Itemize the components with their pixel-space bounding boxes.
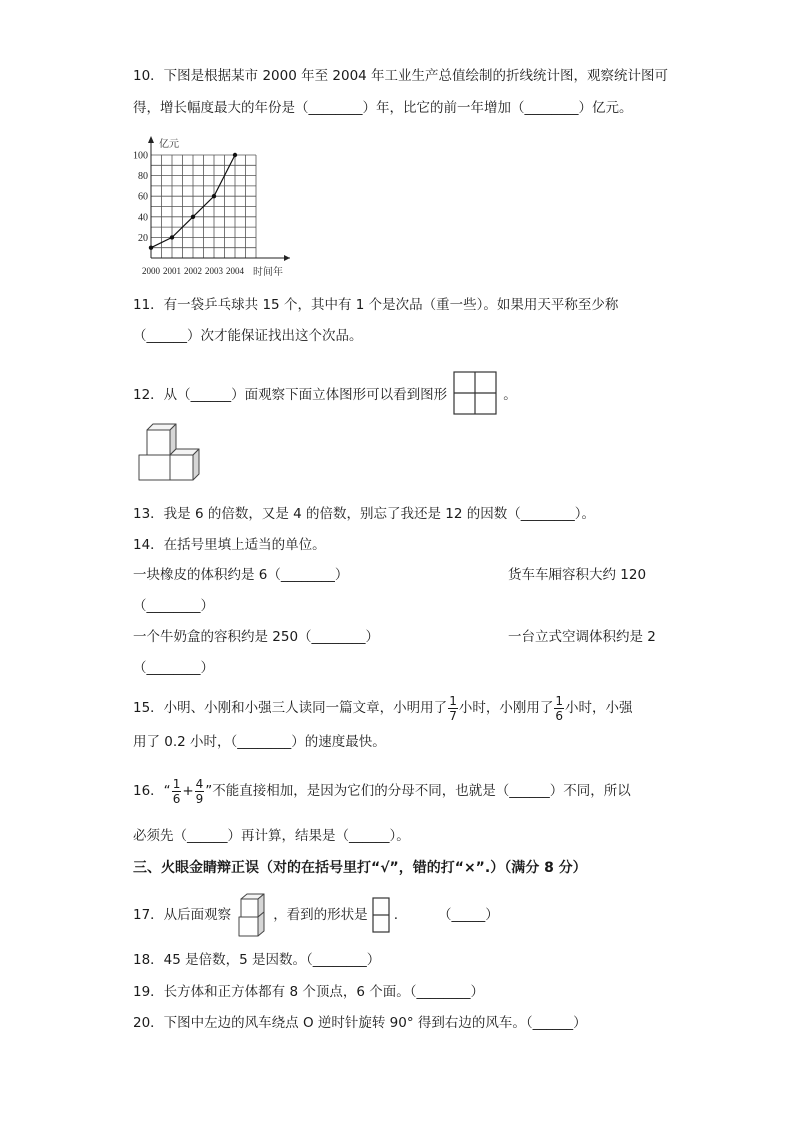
q10-line-2: 得，增长幅度最大的年份是（________）年，比它的前一年增加（________）亿元。: [133, 100, 633, 116]
x-tick-label: 2003: [205, 266, 223, 276]
fraction-numerator: 1: [449, 693, 457, 708]
q17-line: [133, 892, 499, 938]
x-tick-label: 2000: [142, 266, 160, 276]
q17-blank: （_____）: [437, 907, 499, 923]
q14-item-b-blank: （________）: [133, 598, 214, 614]
q13-line: 13．我是 6 的倍数，又是 4 的倍数，别忘了我还是 12 的因数（________）。: [133, 506, 596, 522]
y-tick-label: 60: [138, 191, 148, 203]
x-tick-label: 2002: [184, 266, 202, 276]
plus-sign: +: [182, 783, 194, 799]
q15-part-3: 小时，小强: [564, 700, 633, 716]
q14-item-d: 一台立式空调体积约是 2: [508, 629, 656, 645]
q15-line-1: [133, 693, 632, 723]
fraction-numerator: 1: [172, 776, 181, 791]
fraction-1-6: [172, 777, 182, 806]
line-chart: [125, 134, 290, 280]
grid-2x2-icon: [453, 371, 497, 415]
q18-line: 18．45 是倍数，5 是因数。（________）: [133, 952, 381, 968]
fraction-denominator: 7: [449, 708, 457, 723]
two-cube-stack-figure: [235, 892, 269, 938]
q16-part-1: 16．“: [133, 783, 171, 799]
q12-prefix: 12．从（______）面观察下面立体图形可以看到图形: [133, 387, 448, 403]
y-axis-label: 亿元: [159, 139, 179, 150]
q11-line-1: 11．有一袋乒乓球共 15 个，其中有 1 个是次品（重一些）。如果用天平称至少称: [133, 297, 619, 313]
q14-item-c: 一个牛奶盒的容积约是 250（________）: [133, 629, 380, 645]
two-square-column-icon: [371, 897, 391, 933]
fraction-4-9: [195, 777, 205, 806]
cube-stack-figure: [135, 420, 207, 486]
y-tick-label: 20: [138, 232, 148, 244]
section-3-heading: 三、火眼金睛辩正误（对的在括号里打“√”，错的打“×”.）（满分 8 分）: [133, 860, 587, 876]
data-point: [233, 153, 237, 157]
q17-part-3: .: [393, 907, 398, 923]
fraction-denominator: 9: [195, 791, 204, 806]
q14-title: 14．在括号里填上适当的单位。: [133, 537, 326, 553]
q14-item-d-blank: （________）: [133, 660, 214, 676]
q16-part-2: ”不能直接相加，是因为它们的分母不同，也就是（______）不同，所以: [205, 783, 631, 799]
q20-line: 20．下图中左边的风车绕点 O 逆时针旋转 90° 得到右边的风车。（______）: [133, 1015, 587, 1031]
data-point: [149, 246, 153, 250]
q16-line-2: 必须先（______）再计算，结果是（______）。: [133, 828, 410, 844]
q15-part-1: 15．小明、小刚和小强三人读同一篇文章，小明用了: [133, 700, 448, 716]
y-tick-label: 80: [138, 171, 148, 183]
data-point: [170, 235, 174, 239]
y-tick-label: 40: [138, 212, 148, 224]
q14-item-a: 一块橡皮的体积约是 6（________）: [133, 567, 349, 583]
chart-y-ticks: [133, 151, 148, 244]
fraction-denominator: 6: [172, 791, 181, 806]
chart-x-ticks: [142, 266, 245, 276]
data-point: [191, 215, 195, 219]
q17-part-1: 17．从后面观察: [133, 907, 232, 923]
fraction-1-6: [554, 694, 564, 723]
fraction-denominator: 6: [555, 708, 563, 723]
y-tick-label: 100: [133, 150, 148, 162]
q12-suffix: 。: [503, 387, 517, 403]
q12-line: [133, 373, 517, 417]
q10-line-1: 10．下图是根据某市 2000 年至 2004 年工业生产总值绘制的折线统计图，观察统计图可: [133, 68, 669, 84]
q15-part-2: 小时，小刚用了: [458, 700, 554, 716]
x-tick-label: 2004: [226, 266, 244, 276]
data-point: [212, 194, 216, 198]
q17-part-2: ，看到的形状是: [273, 907, 368, 923]
q19-line: 19．长方体和正方体都有 8 个顶点，6 个面。（________）: [133, 984, 484, 1000]
x-axis-arrow-icon: [284, 255, 290, 261]
x-axis-label: 时间年: [253, 267, 283, 278]
y-axis-arrow-icon: [148, 136, 154, 143]
q11-line-2: （______）次才能保证找出这个次品。: [133, 328, 363, 344]
q15-line-2: 用了 0.2 小时，（________）的速度最快。: [133, 734, 386, 750]
fraction-1-7: [448, 694, 458, 723]
q16-line-1: [133, 776, 631, 806]
fraction-numerator: 1: [555, 693, 563, 708]
q14-item-b: 货车车厢容积大约 120: [508, 567, 647, 583]
fraction-numerator: 4: [195, 776, 204, 791]
x-tick-label: 2001: [163, 266, 181, 276]
